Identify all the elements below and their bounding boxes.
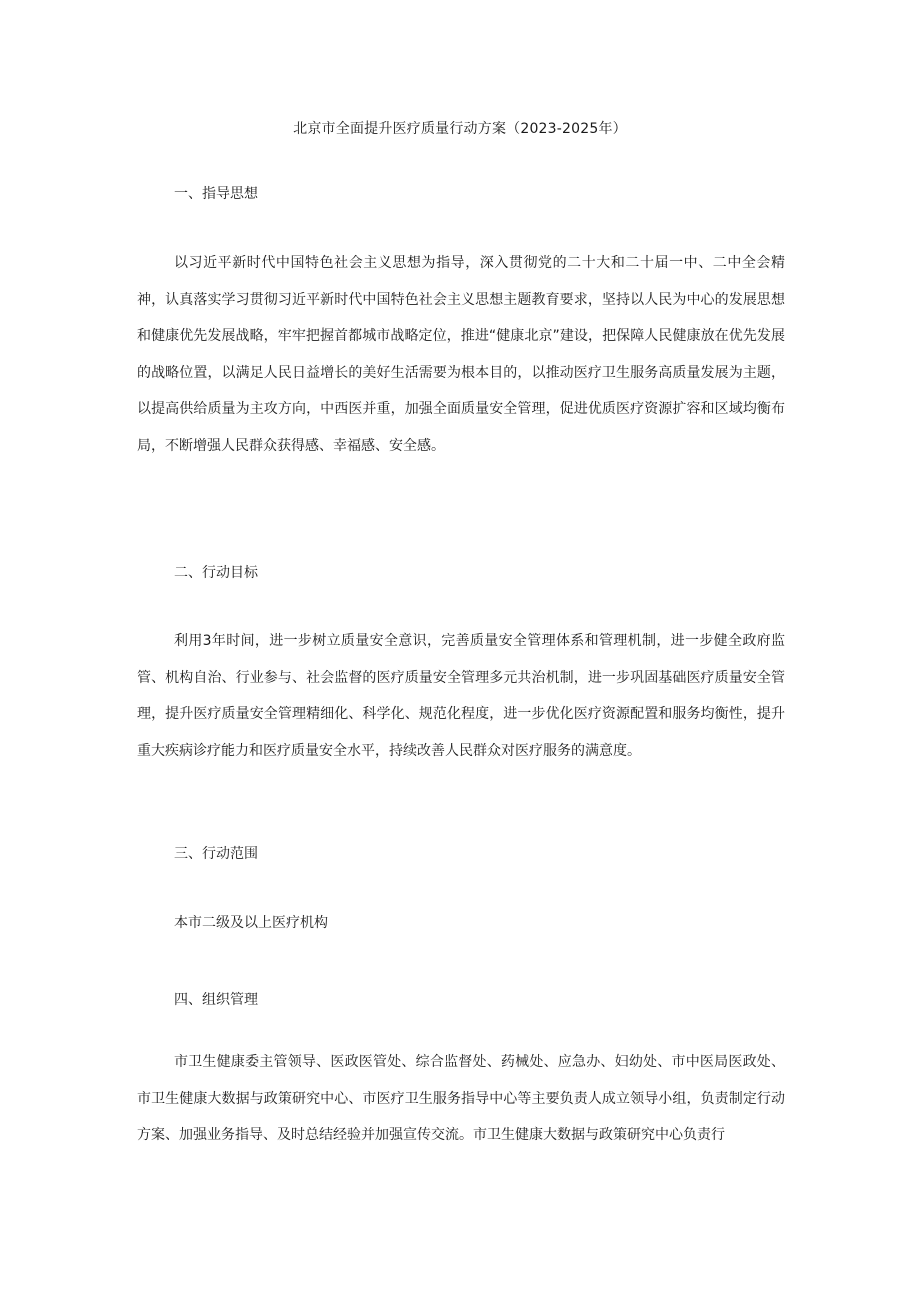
document-title: 北京市全面提升医疗质量行动方案（2023-2025年） <box>293 121 627 137</box>
section-heading-guiding-ideology: 一、指导思想 <box>174 186 258 202</box>
section-paragraph-action-scope: 本市二级及以上医疗机构 <box>174 915 328 931</box>
section-paragraph-guiding-ideology: 以习近平新时代中国特色社会主义思想为指导，深入贯彻党的二十大和二十届一中、二中全会精神，认真落实学习贯彻习近平新时代中国特色社会主义思想主题教育要求，坚持以人民为中心的发展思想和健康优先发展战略，牢牢把握首都城市战略定位，推进“健康北京”建设，把保障人民健康放在优先发展的战略位置，以满足人民日益增长的美好生活需要为根本目的，以推动医疗卫生服务高质量发展为主题，以提高供给质量为主攻方向，中西医并重，加强全面质量安全管理，促进优质医疗资源扩容和区域均衡布局，不断增强人民群众获得感、幸福感、安全感。 <box>137 255 785 454</box>
section-heading-organization: 四、组织管理 <box>174 992 258 1008</box>
section-heading-action-goals: 二、行动目标 <box>174 565 258 581</box>
section-heading-action-scope: 三、行动范围 <box>174 846 258 862</box>
section-paragraph-action-goals: 利用3年时间，进一步树立质量安全意识，完善质量安全管理体系和管理机制，进一步健全政府监管、机构自治、行业参与、社会监督的医疗质量安全管理多元共治机制，进一步巩固基础医疗质量安全管理，提升医疗质量安全管理精细化、科学化、规范化程度，进一步优化医疗资源配置和服务均衡性，提升重大疾病诊疗能力和医疗质量安全水平，持续改善人民群众对医疗服务的满意度。 <box>137 633 785 759</box>
section-paragraph-organization: 市卫生健康委主管领导、医政医管处、综合监督处、药械处、应急办、妇幼处、市中医局医政处、市卫生健康大数据与政策研究中心、市医疗卫生服务指导中心等主要负责人成立领导小组，负责制定行动方案、加强业务指导、及时总结经验并加强宣传交流。市卫生健康大数据与政策研究中心负责行 <box>137 1054 785 1143</box>
